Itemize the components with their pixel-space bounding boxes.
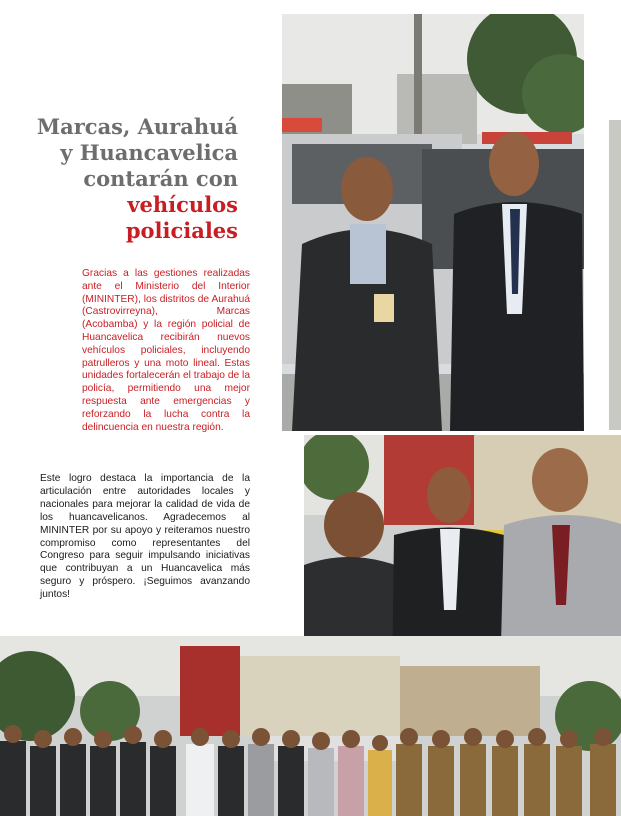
body-paragraph: Este logro destaca la importancia de la articulación entre autoridades locales y nacionales para mejorar la calidad de vida de los huancavelicanos. Agradecemos al MININTER por su apoyo y reiteramos nuestro compromiso como representantes del Congreso para seguir impulsando iniciativas que contribuyan a un Huancavelica más seguro y próspero. ¡Seguimos avanzando juntos! [40,473,250,601]
headline-highlight: vehículos [127,192,238,217]
intro-paragraph: Gracias a las gestiones realizadas ante el Ministerio del Interior (MININTER), los distritos de Aurahuá (Castrovirreyna), Marcas (Acobamba) y la región policial de Huancavelica recibirán nuevos vehículos policiales, incluyendo patrulleros y una moto lineal. Estas unidades fortalecerán el trabajo de la policía, permitiendo una mejor respuesta ante emergencias y reforzando la lucha contra la delincuencia en nuestra región. [82,268,250,433]
article-headline [30,114,238,244]
photo-officials-with-vehicles [282,14,584,431]
headline-line: Marcas, Aurahuá [36,114,238,139]
headline-highlight: policiales [125,218,238,243]
photo-group-ceremony [0,636,621,816]
photo-edge-strip [609,120,621,430]
headline-line: y Huancavelica [60,140,238,165]
headline-line: contarán con [83,166,238,191]
